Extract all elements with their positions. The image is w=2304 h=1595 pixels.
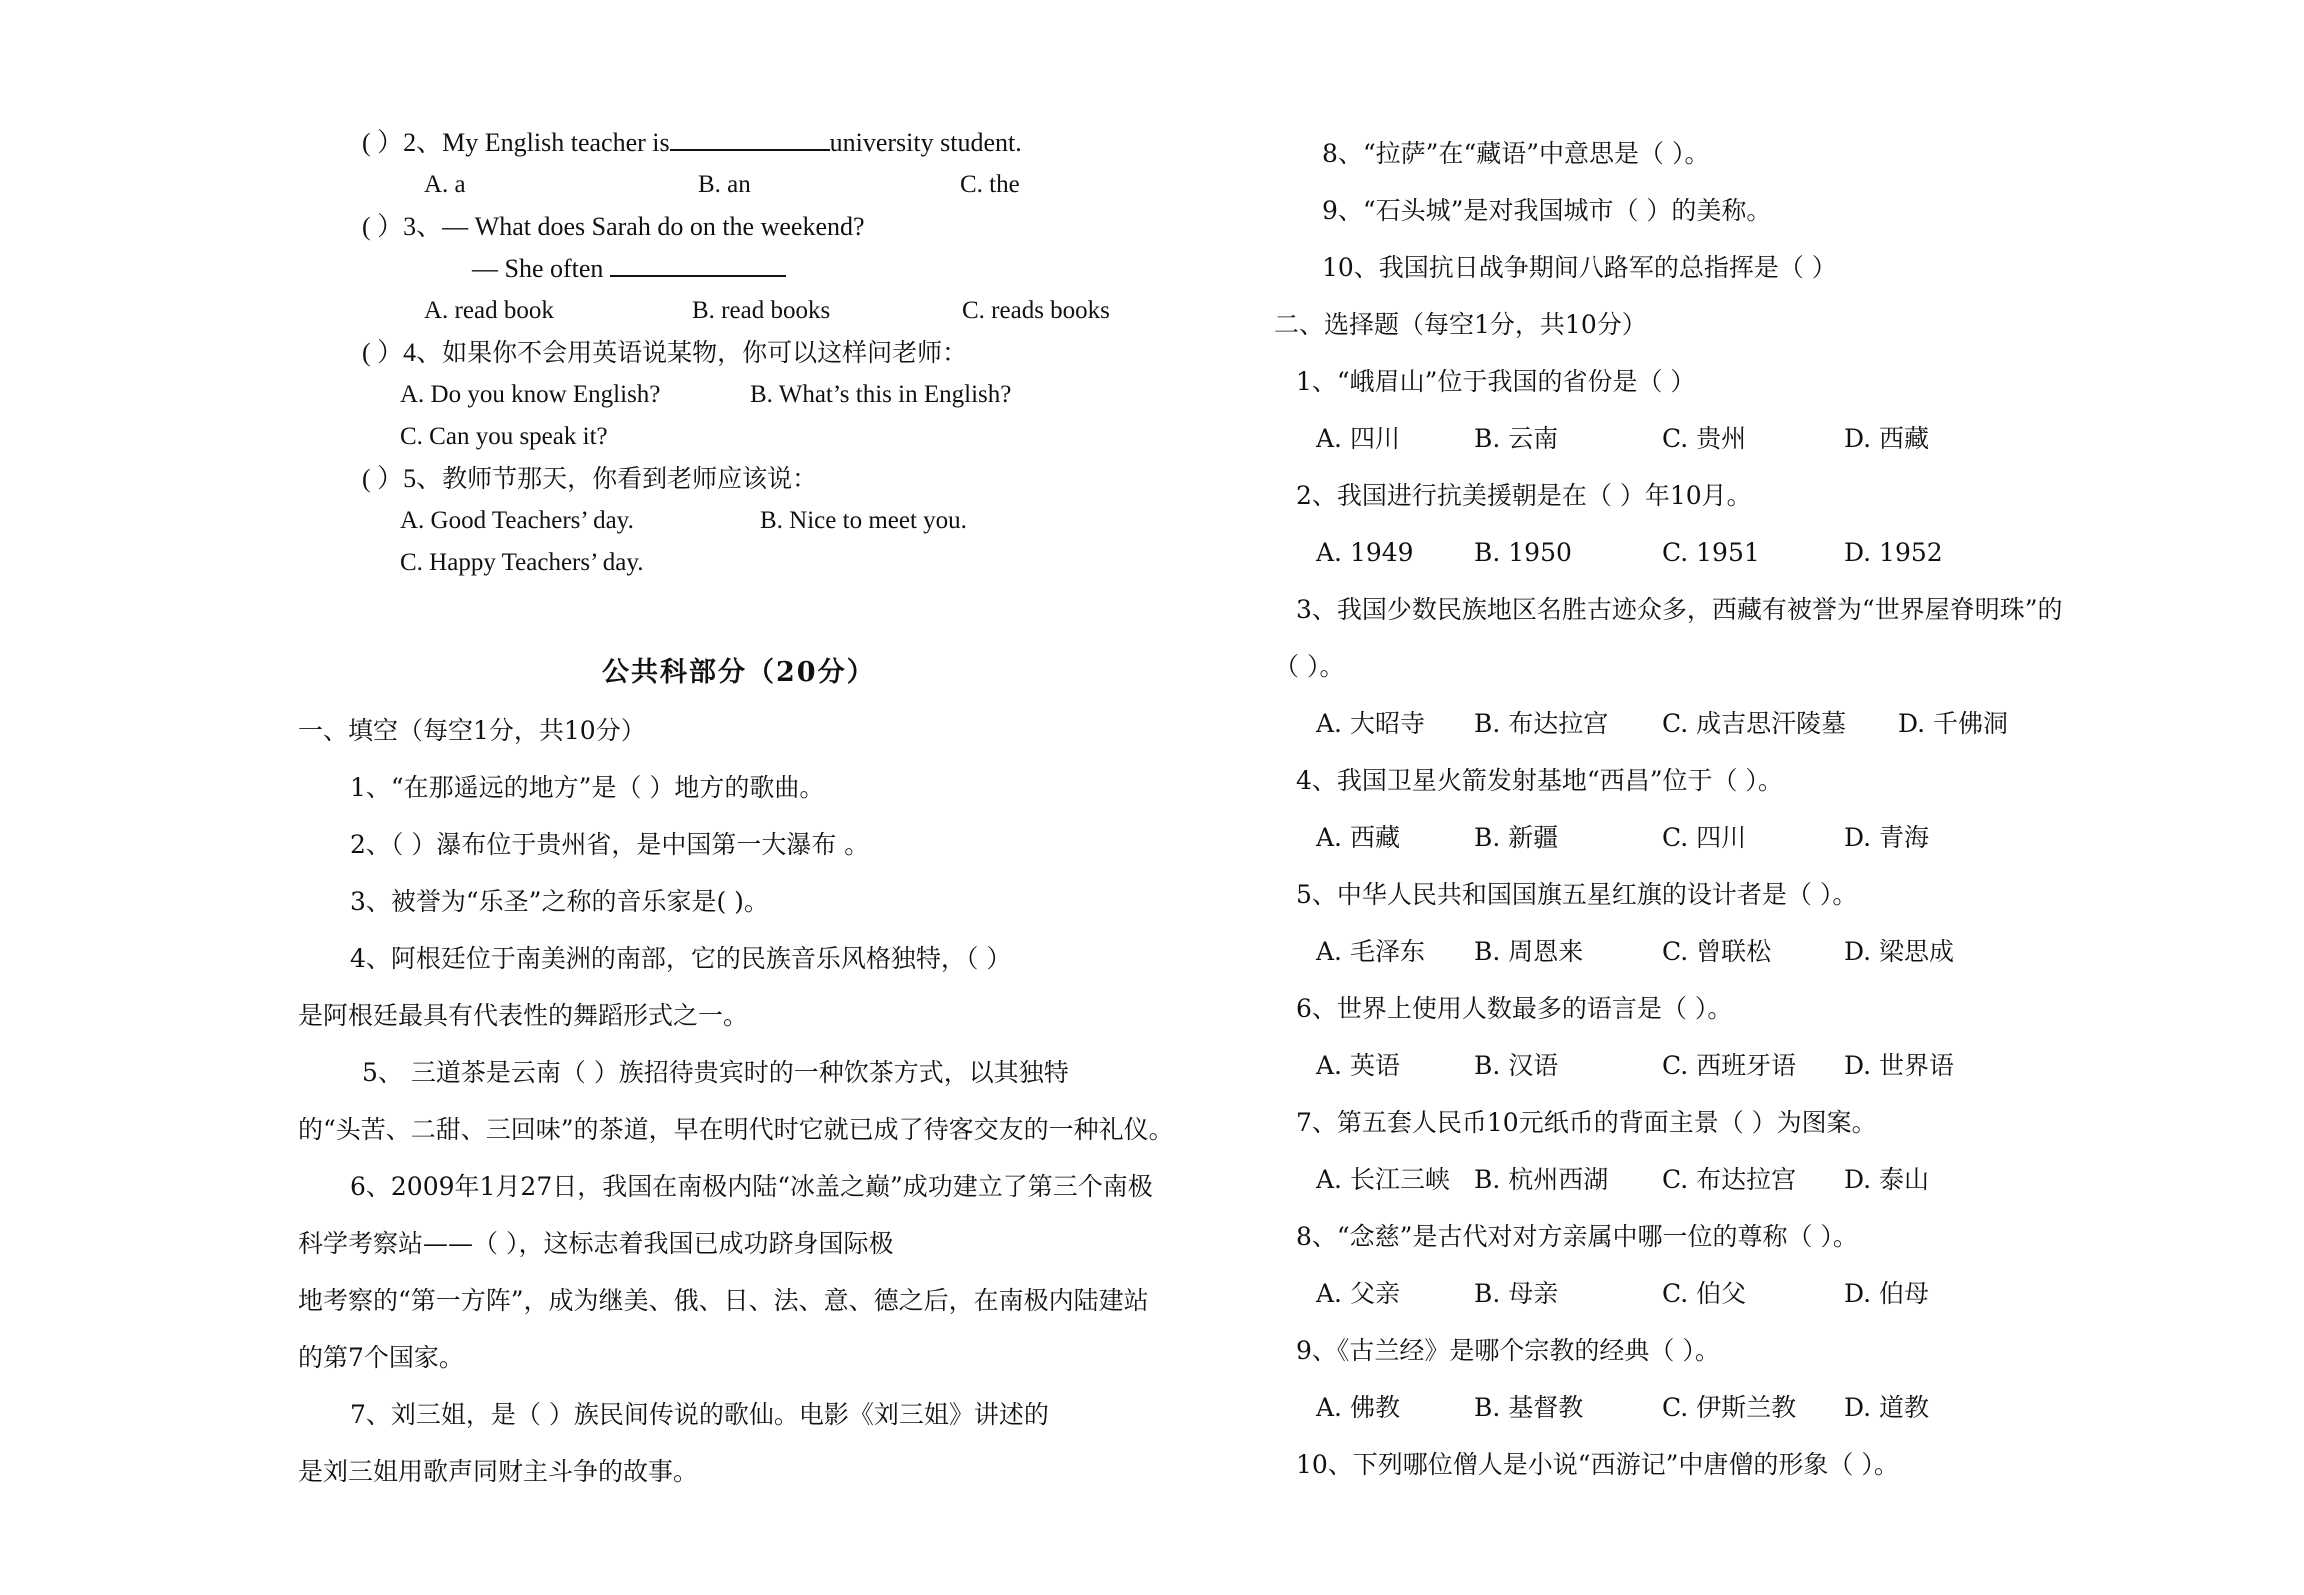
english-q4 — [362, 336, 967, 370]
choice-heading: 二、选择题（每空1分，共10分） — [1274, 310, 1647, 339]
choice-q3-option-c: C. 成吉思汗陵墓 — [1662, 709, 1847, 738]
choice-q1-option-b: B. 云南 — [1474, 424, 1559, 453]
choice-q4-option-c: C. 四川 — [1662, 823, 1747, 852]
choice-q6-stem: 6、世界上使用人数最多的语言是（ ）。 — [1296, 994, 1733, 1023]
q2-stem-b: university student. — [829, 128, 1022, 157]
q3-stem: — What does Sarah do on the weekend? — [442, 212, 865, 241]
choice-q3-option-b: B. 布达拉宫 — [1474, 709, 1609, 738]
fill-line-3: 3、被誉为“乐圣”之称的音乐家是( )。 — [350, 887, 769, 916]
choice-q9-option-c: C. 伊斯兰教 — [1662, 1393, 1797, 1422]
fill-line-6c: 地考察的“第一方阵”，成为继美、俄、日、法、意、德之后，在南极内陆建站 — [298, 1286, 1149, 1315]
q2-option-a: A. a — [424, 171, 466, 198]
english-q5 — [362, 462, 817, 496]
fill-line-1: 1、“在那遥远的地方”是（ ）地方的歌曲。 — [350, 773, 825, 802]
q2-stem-a: My English teacher is — [442, 128, 670, 157]
fill-line-5: 5、 三道茶是云南（ ）族招待贵宾时的一种饮茶方式，以其独特 — [362, 1058, 1069, 1087]
choice-q8-option-b: B. 母亲 — [1474, 1279, 1559, 1308]
q3-option-c: C. reads books — [962, 297, 1110, 324]
fill-line-7: 7、刘三姐，是（ ）族民间传说的歌仙。电影《刘三姐》讲述的 — [350, 1400, 1049, 1429]
choice-q1-option-c: C. 贵州 — [1662, 424, 1747, 453]
fill-line-4: 4、阿根廷位于南美洲的南部，它的民族音乐风格独特，（ ） — [350, 944, 1012, 973]
choice-q3-option-d: D. 千佛洞 — [1898, 709, 2009, 738]
choice-q5-option-b: B. 周恩来 — [1474, 937, 1584, 966]
fill-heading: 一、填空（每空1分，共10分） — [298, 716, 646, 745]
english-q2 — [362, 126, 1022, 160]
q5-option-a: A. Good Teachers’ day. — [400, 507, 634, 534]
fill-line-2: 2、（ ）瀑布位于贵州省，是中国第一大瀑布 。 — [350, 830, 870, 859]
fill-line-6b: 科学考察站——（ ），这标志着我国已成功跻身国际极 — [298, 1229, 894, 1258]
choice-q5-option-d: D. 梁思成 — [1844, 937, 1955, 966]
choice-q10-stem: 10、下列哪位僧人是小说“西游记”中唐僧的形象（ ）。 — [1296, 1450, 1899, 1479]
fill-line-4b: 是阿根廷最具有代表性的舞蹈形式之一。 — [298, 1001, 749, 1030]
choice-q9-option-a: A. 佛教 — [1316, 1393, 1400, 1422]
choice-q1-stem: 1、“峨眉山”位于我国的省份是（ ） — [1296, 367, 1696, 396]
q5-option-c: C. Happy Teachers’ day. — [400, 549, 644, 576]
fill-line-10: 10、我国抗日战争期间八路军的总指挥是（ ） — [1322, 253, 1837, 282]
q4-stem: 如果你不会用英语说某物，你可以这样问老师： — [442, 338, 968, 367]
q3-reply-text: — She often — [472, 254, 604, 283]
q4-option-b: B. What’s this in English? — [750, 381, 1012, 408]
q3-reply — [472, 252, 786, 286]
choice-q8-option-c: C. 伯父 — [1662, 1279, 1747, 1308]
q2-option-b: B. an — [698, 171, 751, 198]
q3-blank — [610, 253, 786, 277]
choice-q2-option-c: C. 1951 — [1662, 538, 1760, 567]
choice-q8-option-a: A. 父亲 — [1316, 1279, 1400, 1308]
fill-line-6d: 的第7个国家。 — [298, 1343, 464, 1372]
q5-paren: ( ）5、 — [362, 464, 443, 493]
fill-line-7b: 是刘三姐用歌声同财主斗争的故事。 — [298, 1457, 699, 1486]
choice-q2-option-d: D. 1952 — [1844, 538, 1943, 567]
choice-q9-option-b: B. 基督教 — [1474, 1393, 1584, 1422]
choice-q4-option-d: D. 青海 — [1844, 823, 1930, 852]
section-title: 公共科部分（20分） — [602, 657, 876, 688]
choice-q4-stem: 4、我国卫星火箭发射基地“西昌”位于（ ）。 — [1296, 766, 1783, 795]
choice-q6-option-d: D. 世界语 — [1844, 1051, 1955, 1080]
english-q3 — [362, 210, 865, 244]
choice-q2-stem: 2、我国进行抗美援朝是在（ ）年10月。 — [1296, 481, 1752, 510]
q4-paren: ( ）4、 — [362, 338, 443, 367]
choice-q4-option-a: A. 西藏 — [1316, 823, 1400, 852]
q4-option-a: A. Do you know English? — [400, 381, 661, 408]
q3-option-b: B. read books — [692, 297, 831, 324]
choice-q7-option-a: A. 长江三峡 — [1316, 1165, 1450, 1194]
choice-q7-option-d: D. 泰山 — [1844, 1165, 1930, 1194]
q2-option-c: C. the — [960, 171, 1020, 198]
choice-q2-option-a: A. 1949 — [1316, 538, 1414, 567]
choice-q3-option-a: A. 大昭寺 — [1316, 709, 1425, 738]
choice-q9-option-d: D. 道教 — [1844, 1393, 1930, 1422]
fill-line-5b: 的“头苦、二甜、三回味”的茶道，早在明代时它就已成了待客交友的一种礼仪。 — [298, 1115, 1174, 1144]
choice-q3-stem-cont: （ ）。 — [1274, 652, 1345, 681]
choice-q9-stem: 9、《古兰经》是哪个宗教的经典（ ）。 — [1296, 1336, 1720, 1365]
choice-q2-option-b: B. 1950 — [1474, 538, 1572, 567]
q4-option-c: C. Can you speak it? — [400, 423, 608, 450]
q2-blank — [670, 127, 830, 151]
choice-q8-option-d: D. 伯母 — [1844, 1279, 1930, 1308]
choice-q3-stem: 3、我国少数民族地区名胜古迹众多，西藏有被誉为“世界屋脊明珠”的 — [1296, 595, 2063, 624]
choice-q1-option-d: D. 西藏 — [1844, 424, 1930, 453]
fill-line-6: 6、2009年1月27日，我国在南极内陆“冰盖之巅”成功建立了第三个南极 — [350, 1172, 1153, 1201]
choice-q6-option-a: A. 英语 — [1316, 1051, 1400, 1080]
choice-q5-option-a: A. 毛泽东 — [1316, 937, 1425, 966]
choice-q1-option-a: A. 四川 — [1316, 424, 1400, 453]
q2-paren: ( ）2、 — [362, 128, 443, 157]
fill-line-8: 8、“拉萨”在“藏语”中意思是（ ）。 — [1322, 139, 1710, 168]
q5-option-b: B. Nice to meet you. — [760, 507, 967, 534]
fill-line-9: 9、“石头城”是对我国城市（ ）的美称。 — [1322, 196, 1772, 225]
choice-q7-option-c: C. 布达拉宫 — [1662, 1165, 1797, 1194]
choice-q7-stem: 7、第五套人民币10元纸币的背面主景（ ）为图案。 — [1296, 1108, 1877, 1137]
choice-q4-option-b: B. 新疆 — [1474, 823, 1559, 852]
q3-option-a: A. read book — [424, 297, 554, 324]
choice-q7-option-b: B. 杭州西湖 — [1474, 1165, 1609, 1194]
choice-q8-stem: 8、“念慈”是古代对对方亲属中哪一位的尊称（ ）。 — [1296, 1222, 1858, 1251]
choice-q5-option-c: C. 曾联松 — [1662, 937, 1772, 966]
choice-q6-option-b: B. 汉语 — [1474, 1051, 1559, 1080]
choice-q5-stem: 5、中华人民共和国国旗五星红旗的设计者是（ ）。 — [1296, 880, 1858, 909]
q3-paren: ( ）3、 — [362, 212, 443, 241]
choice-q6-option-c: C. 西班牙语 — [1662, 1051, 1797, 1080]
q5-stem: 教师节那天，你看到老师应该说： — [442, 464, 818, 493]
